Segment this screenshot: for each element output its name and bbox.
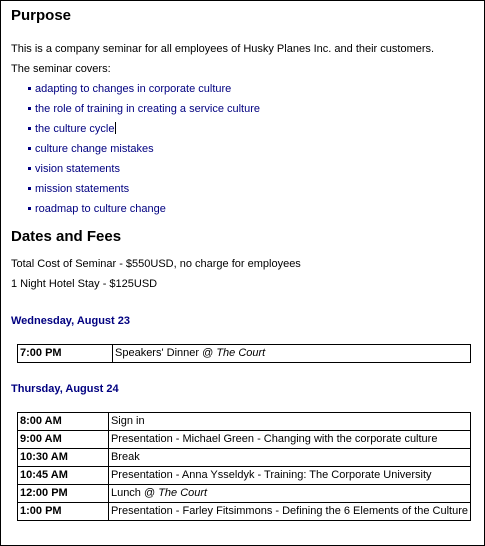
text-cursor [115, 122, 116, 134]
bullet-icon [28, 107, 31, 110]
table-row [18, 467, 471, 485]
desc-text: Speakers' Dinner @ [115, 347, 217, 359]
bullet-icon [28, 147, 31, 150]
desc-text: Presentation - Anna Ysseldyk - Training: The Corporate University [110, 469, 432, 481]
document-body [11, 7, 473, 521]
desc-text: Break [110, 451, 140, 463]
desc-cell [108, 413, 470, 431]
schedule-table-wednesday [17, 344, 471, 363]
bullet-icon [28, 127, 31, 130]
topic-text: mission statements [35, 183, 130, 195]
list-item [28, 199, 473, 219]
venue-text: The Court [158, 487, 208, 499]
list-item [28, 159, 473, 179]
desc-cell [108, 503, 470, 521]
desc-cell [108, 485, 470, 503]
list-item [28, 79, 473, 99]
covers-label: The seminar covers: [11, 63, 111, 75]
time-cell: 7:00 PM [18, 345, 113, 363]
bullet-icon [28, 167, 31, 170]
purpose-heading: Purpose [11, 7, 72, 24]
day-heading-wednesday: Wednesday, August 23 [11, 315, 130, 327]
desc-cell [108, 449, 470, 467]
time-cell: 8:00 AM [18, 413, 109, 431]
desc-cell [108, 467, 470, 485]
desc-text: Presentation - Farley Fitsimmons - Defining the 6 Elements of the Culture [110, 505, 468, 517]
table-row [18, 449, 471, 467]
bullet-icon [28, 187, 31, 190]
desc-cell [113, 345, 471, 363]
table-row [18, 345, 471, 363]
topic-text: the role of training in creating a service culture [35, 103, 261, 115]
topic-text: roadmap to culture change [35, 203, 166, 215]
desc-cell [108, 431, 470, 449]
hotel-cost-text: 1 Night Hotel Stay - $125USD [11, 278, 158, 290]
desc-text: Sign in [110, 415, 145, 427]
time-cell: 9:00 AM [18, 431, 109, 449]
list-item [28, 119, 473, 139]
list-item [28, 99, 473, 119]
list-item [28, 139, 473, 159]
table-row [18, 485, 471, 503]
table-row [18, 413, 471, 431]
bullet-icon [28, 87, 31, 90]
topic-text: culture change mistakes [35, 143, 154, 155]
dates-fees-heading: Dates and Fees [11, 228, 122, 245]
desc-text: Presentation - Michael Green - Changing with the corporate culture [110, 433, 438, 445]
total-cost-text: Total Cost of Seminar - $550USD, no charge for employees [11, 258, 301, 270]
bullet-icon [28, 207, 31, 210]
topic-text: the culture cycle [35, 123, 115, 135]
time-cell: 12:00 PM [18, 485, 109, 503]
topic-text: vision statements [35, 163, 120, 175]
table-row [18, 503, 471, 521]
purpose-intro: This is a company seminar for all employees of Husky Planes Inc. and their customers. [11, 43, 435, 55]
schedule-table-thursday [17, 412, 471, 521]
topic-text: adapting to changes in corporate culture [35, 83, 232, 95]
time-cell: 1:00 PM [18, 503, 109, 521]
time-cell: 10:45 AM [18, 467, 109, 485]
day-heading-thursday: Thursday, August 24 [11, 383, 119, 395]
desc-text: Lunch @ [110, 487, 159, 499]
list-item [28, 179, 473, 199]
time-cell: 10:30 AM [18, 449, 109, 467]
topic-list [11, 79, 473, 219]
table-row [18, 431, 471, 449]
venue-text: The Court [216, 347, 266, 359]
